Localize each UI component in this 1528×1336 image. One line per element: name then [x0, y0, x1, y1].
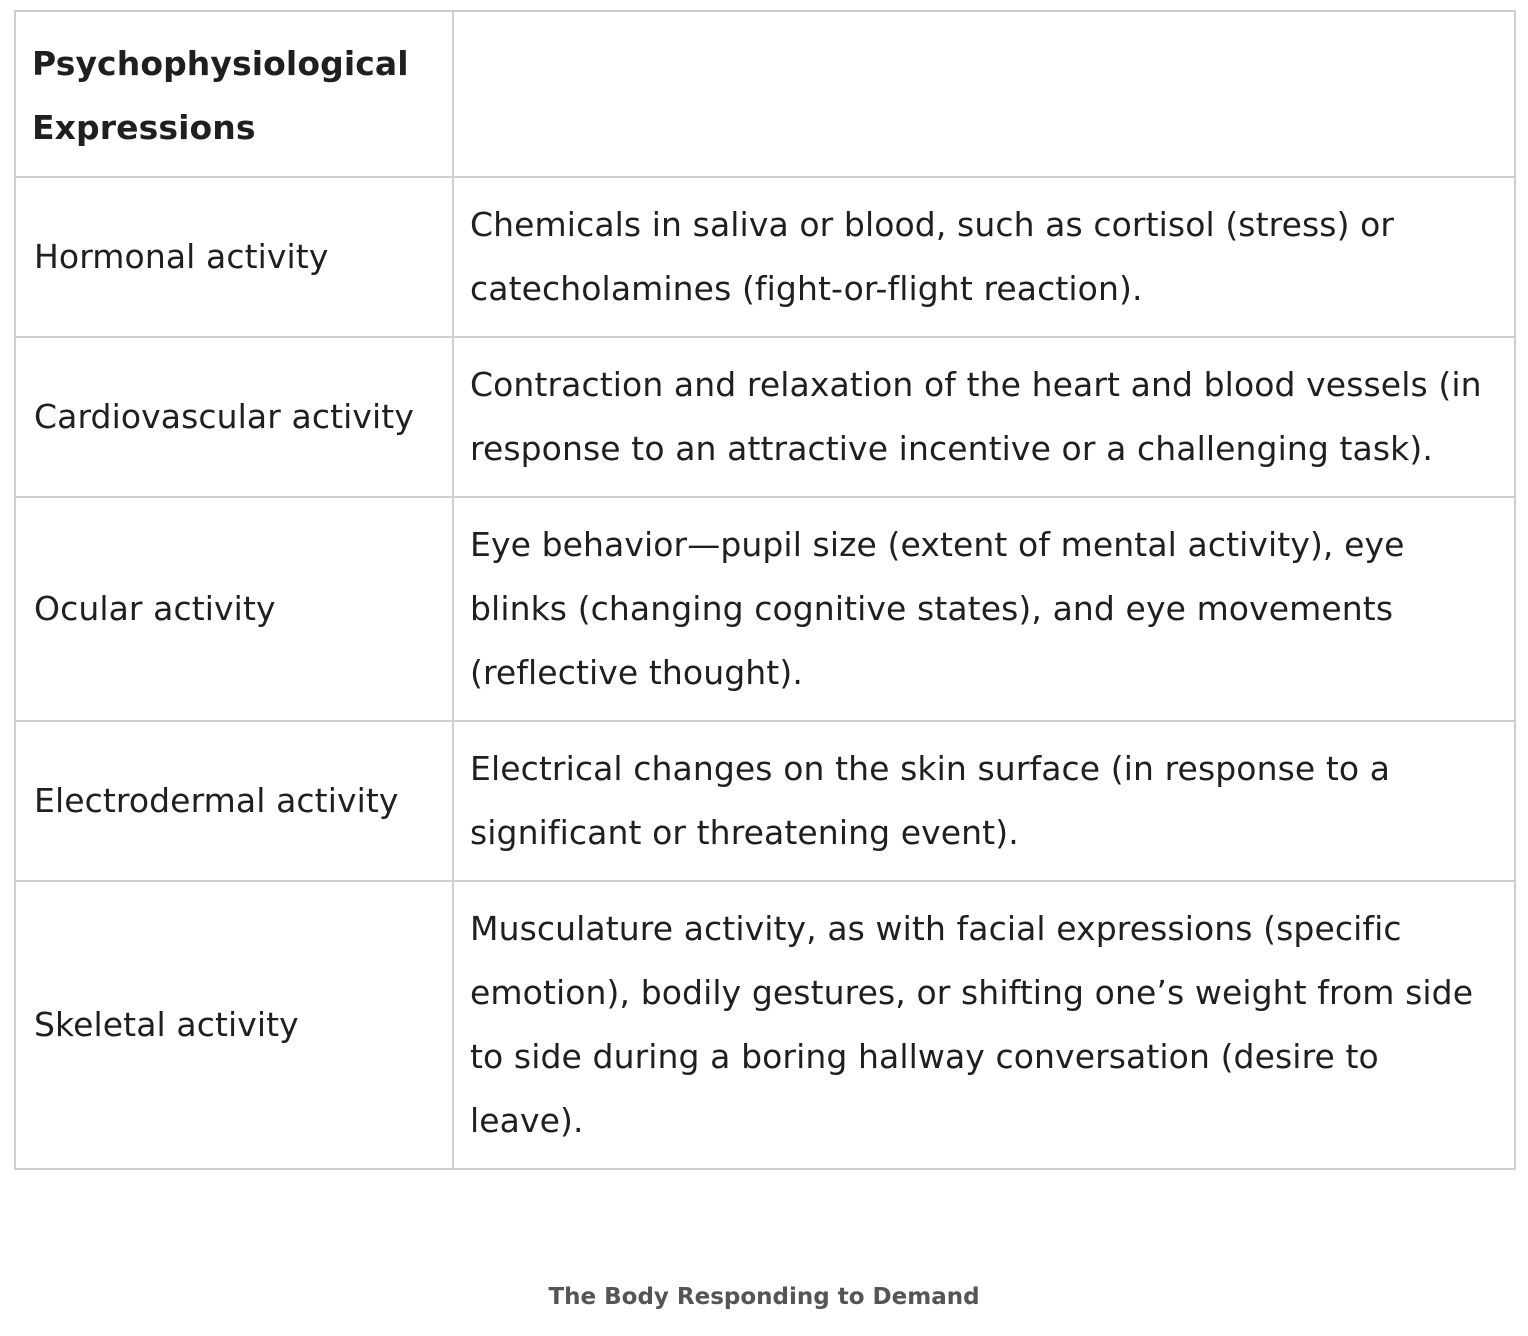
description-text: Electrical changes on the skin surface (in response to a significant or threatening event). — [470, 749, 1391, 852]
description-cell — [453, 337, 1515, 497]
header-label-2 — [470, 76, 1498, 112]
description-text: Chemicals in saliva or blood, such as cortisol (stress) or catecholamines (fight-or-flight reaction). — [470, 205, 1395, 308]
term-cell: Skeletal activity — [15, 881, 453, 1169]
term-cell: Cardiovascular activity — [15, 337, 453, 497]
description-cell — [453, 177, 1515, 337]
term-cell: Hormonal activity — [15, 177, 453, 337]
psychophysiological-table — [14, 10, 1516, 1170]
term-cell: Ocular activity — [15, 497, 453, 721]
table-row — [15, 721, 1515, 881]
table-caption: The Body Responding to Demand — [548, 1284, 980, 1310]
table-row — [15, 881, 1515, 1169]
description-text: Eye behavior—pupil size (extent of mental activity), eye blinks (changing cognitive states), and eye movements (reflective thought). — [470, 525, 1405, 692]
description-cell — [453, 881, 1515, 1169]
header-cell-expressions — [15, 11, 453, 177]
table-header-row — [15, 11, 1515, 177]
description-text: Musculature activity, as with facial expressions (specific emotion), bodily gestures, or shifting one’s weight from side to side during a boring hallway conversation (desire to leave). — [470, 909, 1474, 1140]
table-row — [15, 497, 1515, 721]
table-row — [15, 337, 1515, 497]
description-cell — [453, 497, 1515, 721]
term-cell: Electrodermal activity — [15, 721, 453, 881]
table-row — [15, 177, 1515, 337]
description-text: Contraction and relaxation of the heart and blood vessels (in response to an attractive incentive or a challenging task). — [470, 365, 1482, 468]
header-cell-empty — [453, 11, 1515, 177]
header-label: Psychophysiological Expressions — [32, 44, 409, 147]
description-cell — [453, 721, 1515, 881]
